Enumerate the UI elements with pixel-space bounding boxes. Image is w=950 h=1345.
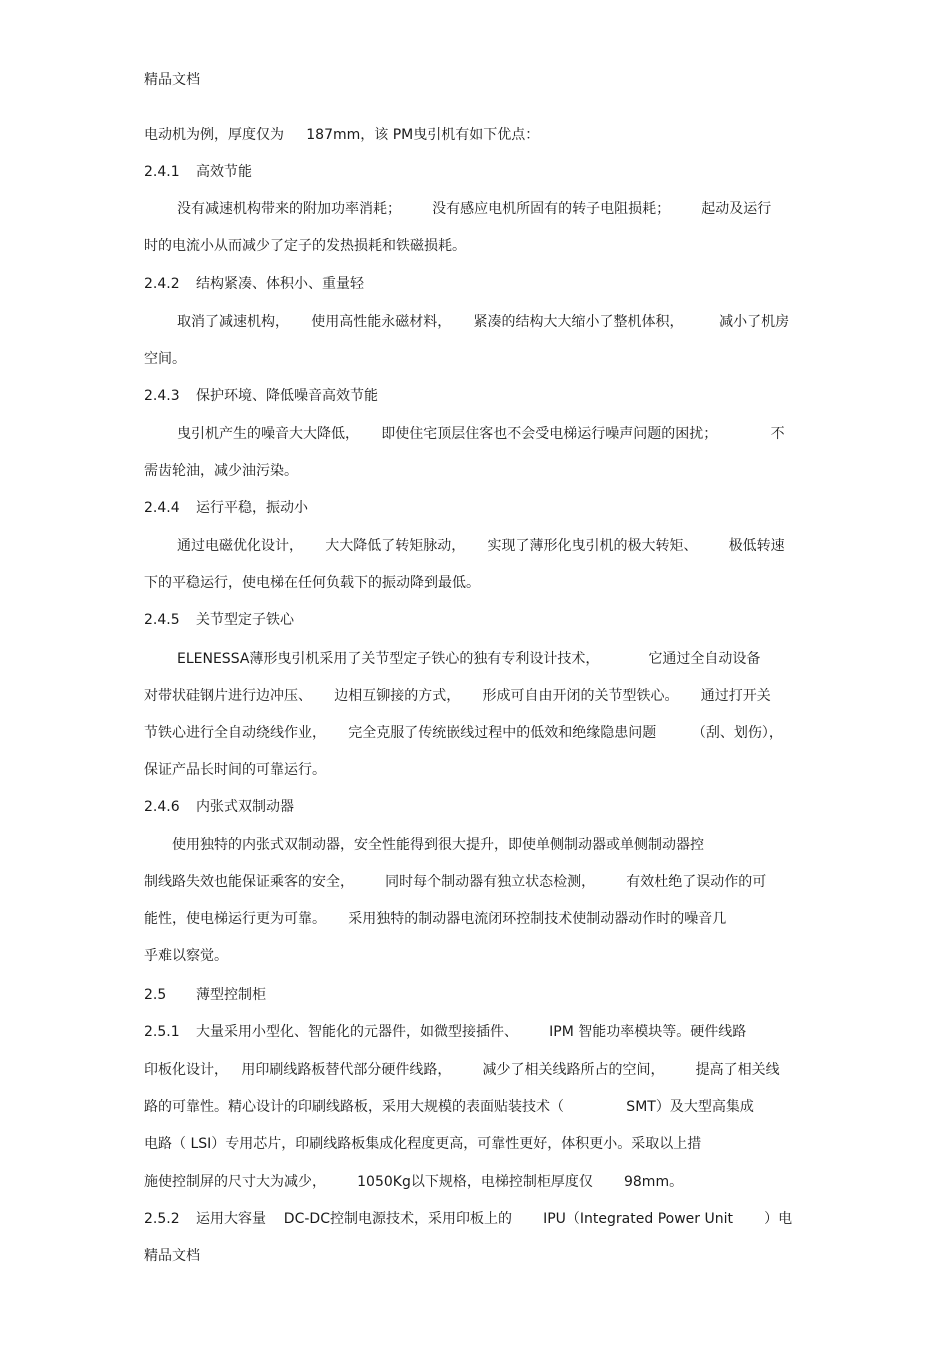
heading-number: 2.4.4: [144, 500, 180, 516]
paragraph-line: 没有减速机构带来的附加功率消耗； 没有感应电机所固有的转子电阻损耗； 起动及运行: [177, 201, 772, 217]
heading-number: 2.4.6: [144, 799, 180, 815]
heading-title: 结构紧凑、体积小、重量轻: [196, 276, 364, 292]
heading-title: 内张式双制动器: [196, 799, 294, 815]
paragraph-line: ELENESSA薄形曳引机采用了关节型定子铁心的独有专利设计技术， 它通过全自动设备: [177, 651, 761, 667]
paragraph-line: 电路（ LSI）专用芯片，印刷线路板集成化程度更高，可靠性更好，体积更小。采取以上措: [144, 1136, 702, 1152]
heading-2-5: [144, 985, 266, 1005]
heading-2-4-4: [144, 498, 308, 518]
heading-number: 2.4.3: [144, 388, 180, 404]
heading-2-4-1: [144, 162, 252, 182]
paragraph-line: 制线路失效也能保证乘客的安全， 同时每个制动器有独立状态检测， 有效杜绝了误动作的可: [144, 874, 767, 890]
page-footer: 精品文档: [144, 1248, 200, 1264]
paragraph-line: 通过电磁优化设计， 大大降低了转矩脉动， 实现了薄形化曳引机的极大转矩、 极低转速: [177, 538, 785, 554]
heading-2-4-6: [144, 797, 294, 817]
heading-number: 2.4.2: [144, 276, 180, 292]
paragraph-line: 路的可靠性。精心设计的印刷线路板，采用大规模的表面贴装技术（ SMT）及大型高集成: [144, 1099, 754, 1115]
paragraph-line: 乎难以察觉。: [144, 948, 228, 964]
paragraph-line: 取消了减速机构， 使用高性能永磁材料， 紧凑的结构大大缩小了整机体积， 减小了机房: [177, 314, 790, 330]
heading-number: 2.4.5: [144, 612, 180, 628]
heading-number: 2.4.1: [144, 164, 180, 180]
heading-number: 2.5.1: [144, 1024, 180, 1040]
heading-number: 2.5: [144, 987, 167, 1003]
paragraph-line: 需齿轮油，减少油污染。: [144, 463, 298, 479]
heading-title: 高效节能: [196, 164, 252, 180]
heading-2-4-5: [144, 610, 294, 630]
paragraph-text: 大量采用小型化、智能化的元器件，如微型接插件、 IPM 智能功率模块等。硬件线路: [196, 1024, 747, 1040]
heading-title: 保护环境、降低噪音高效节能: [196, 388, 378, 404]
paragraph-line: 曳引机产生的噪音大大降低， 即使住宅顶层住客也不会受电梯运行噪声问题的困扰； 不: [177, 426, 785, 442]
paragraph-line: 能性，使电梯运行更为可靠。 采用独特的制动器电流闭环控制技术使制动器动作时的噪音几: [144, 911, 727, 927]
paragraph-line: 印板化设计， 用印刷线路板替代部分硬件线路， 减少了相关线路所占的空间， 提高了相关线: [144, 1062, 780, 1078]
paragraph-line: 施使控制屏的尺寸大为减少， 1050Kg以下规格，电梯控制柜厚度仅 98mm。: [144, 1174, 684, 1190]
paragraph-line: 对带状硅钢片进行边冲压、 边相互铆接的方式， 形成可自由开闭的关节型铁心。 通过打开关: [144, 688, 771, 704]
paragraph-text: 运用大容量 DC-DC控制电源技术，采用印板上的 IPU（Integrated Power Unit ）电: [196, 1211, 793, 1227]
heading-number: 2.5.2: [144, 1211, 180, 1227]
paragraph-line: 使用独特的内张式双制动器，安全性能得到很大提升，即使单侧制动器或单侧制动器控: [172, 837, 704, 853]
heading-title: 关节型定子铁心: [196, 612, 294, 628]
paragraph-line: 下的平稳运行，使电梯在任何负载下的振动降到最低。: [144, 575, 480, 591]
intro-line: 电动机为例，厚度仅为 187mm，该 PM曳引机有如下优点：: [144, 127, 540, 143]
heading-2-4-2: [144, 274, 364, 294]
paragraph-line: 空间。: [144, 351, 186, 367]
paragraph-2-5-1-first: [144, 1022, 746, 1042]
heading-title: 运行平稳，振动小: [196, 500, 308, 516]
paragraph-line: 保证产品长时间的可靠运行。: [144, 762, 326, 778]
page-header: 精品文档: [144, 72, 200, 88]
paragraph-line: 时的电流小从而减少了定子的发热损耗和铁磁损耗。: [144, 238, 466, 254]
heading-title: 薄型控制柜: [196, 987, 266, 1003]
paragraph-2-5-2-first: [144, 1209, 792, 1229]
heading-2-4-3: [144, 386, 378, 406]
paragraph-line: 节铁心进行全自动绕线作业， 完全克服了传统嵌线过程中的低效和绝缘隐患问题 （刮、划伤），: [144, 725, 783, 741]
